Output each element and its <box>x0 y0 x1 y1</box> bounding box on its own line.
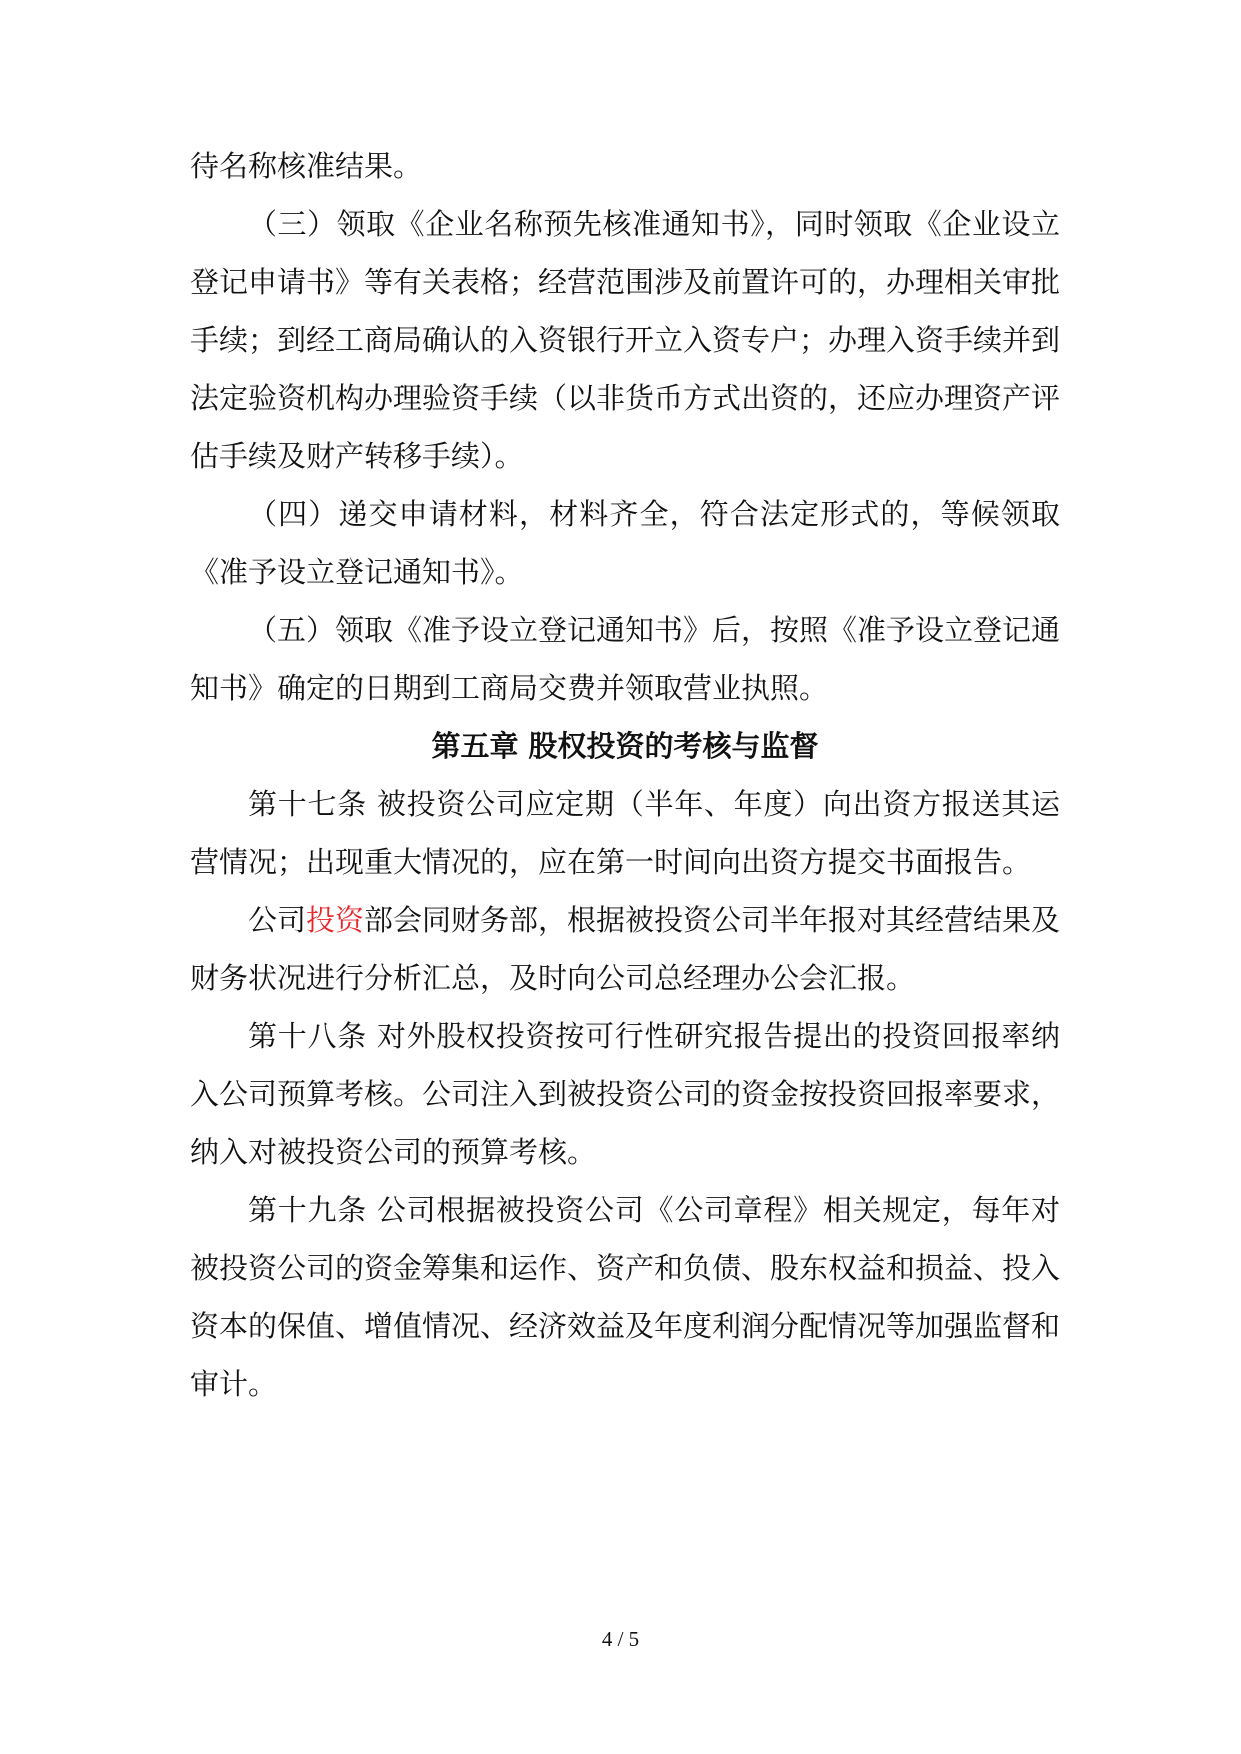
text-line: 知书》确定的日期到工商局交费并领取营业执照。 <box>190 671 829 705</box>
chapter-heading: 第五章 股权投资的考核与监督 <box>431 729 819 763</box>
article-19-line: 资本的保值、增值情况、经济效益及年度利润分配情况等加强监督和 <box>190 1309 1060 1343</box>
article-18-line: 纳入对被投资公司的预算考核。 <box>190 1135 597 1169</box>
article-17-line: 第十七条 被投资公司应定期（半年、年度）向出资方报送其运 <box>248 787 1060 821</box>
text-line: （四）递交申请材料，材料齐全，符合法定形式的，等候领取 <box>248 497 1060 531</box>
article-18-line: 入公司预算考核。公司注入到被投资公司的资金按投资回报率要求， <box>190 1077 1060 1111</box>
article-18-line: 第十八条 对外股权投资按可行性研究报告提出的投资回报率纳 <box>248 1019 1060 1053</box>
article-19-line: 第十九条 公司根据被投资公司《公司章程》相关规定，每年对 <box>248 1193 1060 1227</box>
text-line: 《准予设立登记通知书》。 <box>190 555 524 589</box>
invest-prefix: 公司 <box>248 903 307 937</box>
invest-suffix: 部会同财务部，根据被投资公司半年报对其经营结果及 <box>364 903 1060 937</box>
page-number: 4 / 5 <box>601 1627 640 1651</box>
text-line: 法定验资机构办理验资手续（以非货币方式出资的，还应办理资产评 <box>190 381 1060 415</box>
text-line: 待名称核准结果。 <box>190 149 423 183</box>
text-line: 估手续及财产转移手续）。 <box>190 439 524 473</box>
text-line: （三）领取《企业名称预先核准通知书》，同时领取《企业设立 <box>248 207 1060 241</box>
article-17-line: 营情况；出现重大情况的，应在第一时间向出资方提交书面报告。 <box>190 845 1032 879</box>
article-19-line: 审计。 <box>190 1367 278 1401</box>
article-19-line: 被投资公司的资金筹集和运作、资产和负债、股东权益和损益、投入 <box>190 1251 1060 1285</box>
text-line: 手续；到经工商局确认的入资银行开立入资专户；办理入资手续并到 <box>190 323 1060 357</box>
invest-paragraph-line: 财务状况进行分析汇总，及时向公司总经理办公会汇报。 <box>190 961 916 995</box>
highlighted-text: 投资 <box>306 903 365 937</box>
text-line: （五）领取《准予设立登记通知书》后，按照《准予设立登记通 <box>248 613 1060 647</box>
text-line: 登记申请书》等有关表格；经营范围涉及前置许可的，办理相关审批 <box>190 265 1060 299</box>
invest-paragraph-line <box>248 900 1060 940</box>
